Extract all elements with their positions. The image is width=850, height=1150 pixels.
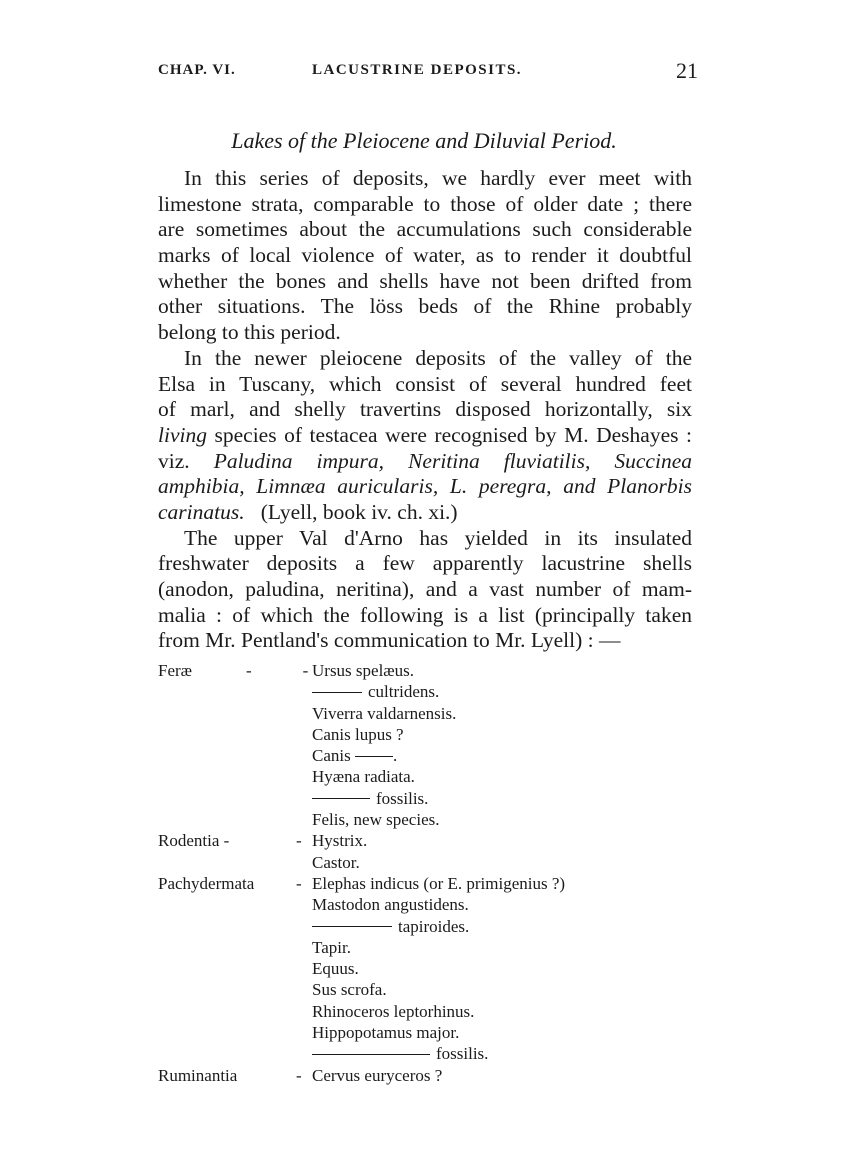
fauna-row (158, 1043, 698, 1064)
order-dash: - (296, 873, 302, 893)
fauna-row (158, 745, 698, 766)
fauna-row (158, 1001, 698, 1022)
fauna-row (158, 788, 698, 809)
fauna-row (158, 1065, 698, 1086)
species-names: amphibia, Limnæa auricularis, L. peregra, and Planorbis (158, 474, 692, 499)
running-title: LACUSTRINE DEPOSITS. (312, 62, 523, 78)
text-line (158, 449, 692, 475)
fauna-row (158, 1022, 698, 1043)
page-number: 21 (676, 58, 698, 83)
order-dash: - (296, 1065, 302, 1085)
taxon-name: Rhinoceros leptorhinus. (312, 1001, 475, 1021)
taxon-name: Felis, new species. (312, 810, 440, 830)
text-line: other situations. The löss beds of the Rhine probably (158, 294, 692, 319)
taxon-order: Pachydermata (158, 873, 255, 893)
taxon-order: Rodentia - (158, 831, 230, 851)
taxon-name: Elephas indicus (or E. primigenius ?) (312, 873, 566, 893)
ditto-rule (312, 926, 392, 927)
ditto-rule (312, 1054, 430, 1055)
taxon-name: Viverra valdarnensis. (312, 703, 457, 723)
taxon-name: fossilis. (312, 788, 428, 809)
taxon-name: Hystrix. (312, 831, 368, 851)
text-line: The upper Val d'Arno has yielded in its insulated (184, 525, 692, 550)
species-names: Paludina impura, Neritina fluviatilis, Succinea (213, 448, 692, 473)
fauna-row (158, 852, 698, 873)
fauna-row (158, 916, 698, 937)
taxon-name: Canis lupus ? (312, 724, 404, 744)
text-line: (anodon, paludina, neritina), and a vast number of mam- (158, 577, 692, 601)
body-text (158, 166, 692, 654)
taxon-name: Hippopotamus major. (312, 1023, 460, 1043)
fauna-row (158, 894, 698, 915)
taxon-name: fossilis. (312, 1043, 488, 1064)
taxon-order: Feræ (158, 661, 192, 680)
text-line: Elsa in Tuscany, which consist of several hundred feet (158, 371, 692, 396)
fauna-row (158, 681, 698, 702)
text-line: from Mr. Pentland's communication to Mr. Lyell) : — (158, 628, 621, 653)
fauna-list (158, 660, 698, 1086)
fauna-row (158, 660, 698, 681)
text-line (158, 423, 692, 449)
section-title: Lakes of the Pleiocene and Diluvial Period. (231, 128, 617, 153)
text-line: are sometimes about the accumulations such considerable (158, 217, 692, 242)
chapter-label: CHAP. VI. (158, 62, 236, 78)
text-line (158, 500, 692, 526)
text-line: whether the bones and shells have not been drifted from (158, 268, 692, 293)
text-line: freshwater deposits a few apparently lacustrine shells (158, 551, 692, 576)
taxon-name: Canis . (312, 746, 398, 766)
fauna-row (158, 830, 698, 851)
taxon-name: Equus. (312, 959, 359, 979)
ditto-rule (355, 756, 393, 757)
fauna-row (158, 766, 698, 787)
fauna-row (158, 979, 698, 1000)
ditto-rule (312, 798, 370, 799)
fauna-row (158, 809, 698, 830)
fauna-row (158, 724, 698, 745)
fauna-row (158, 958, 698, 979)
fauna-row (158, 873, 698, 894)
citation: (Lyell, book iv. ch. xi.) (260, 499, 458, 524)
taxon-name: Ursus spelæus. (312, 661, 415, 680)
text-line: In the newer pleiocene deposits of the valley of the (184, 345, 692, 370)
order-dash: - (296, 831, 302, 851)
taxon-order: Ruminantia (158, 1065, 238, 1085)
text-line: malia : of which the following is a list (principally taken (158, 602, 692, 627)
fauna-row (158, 937, 698, 958)
taxon-name: cultridens. (312, 681, 439, 702)
taxon-name: Hyæna radiata. (312, 767, 415, 787)
text-line: limestone strata, comparable to those of older date ; there (158, 191, 692, 216)
taxon-name: Cervus euryceros ? (312, 1065, 443, 1085)
text-fragment: viz. (158, 448, 190, 473)
text-line: In this series of deposits, we hardly ever meet with (184, 166, 692, 190)
text-line: belong to this period. (158, 320, 341, 345)
taxon-name: Tapir. (312, 937, 351, 957)
taxon-name: Castor. (312, 852, 360, 872)
text-fragment: species of testacea were recognised by M. Deshayes : (214, 422, 692, 447)
taxon-name: tapiroides. (312, 916, 469, 937)
italic-word: living (158, 422, 207, 447)
fauna-row (158, 703, 698, 724)
taxon-name: Sus scrofa. (312, 980, 387, 1000)
ditto-rule (312, 692, 362, 693)
text-line: marks of local violence of water, as to render it doubtful (158, 243, 692, 268)
text-line: of marl, and shelly travertins disposed horizontally, six (158, 397, 692, 422)
species-names: carinatus. (158, 499, 245, 524)
order-dash: - - (246, 661, 309, 680)
taxon-name: Mastodon angustidens. (312, 895, 469, 915)
running-head (158, 58, 698, 86)
